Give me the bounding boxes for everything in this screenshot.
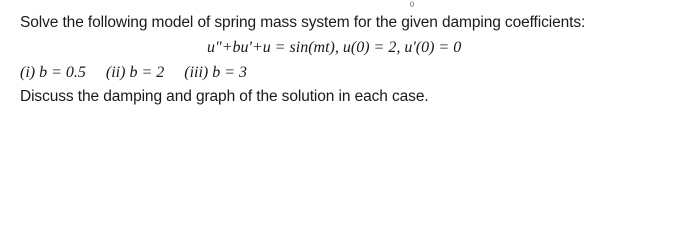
damping-cases bbox=[20, 64, 263, 82]
case-ii: (ii) b = 2 bbox=[105, 64, 165, 81]
differential-equation: u"+bu'+u = sin(mt), u(0) = 2, u'(0) = 0 bbox=[207, 39, 462, 56]
case-i: (i) b = 0.5 bbox=[20, 64, 86, 81]
case-iii: (iii) b = 3 bbox=[184, 64, 248, 81]
discussion-text: Discuss the damping and graph of the solution in each case. bbox=[20, 88, 429, 105]
question-text: Solve the following model of spring mass system for the given damping coefficients: bbox=[20, 14, 586, 31]
stray-mark: 0 bbox=[410, 0, 414, 9]
